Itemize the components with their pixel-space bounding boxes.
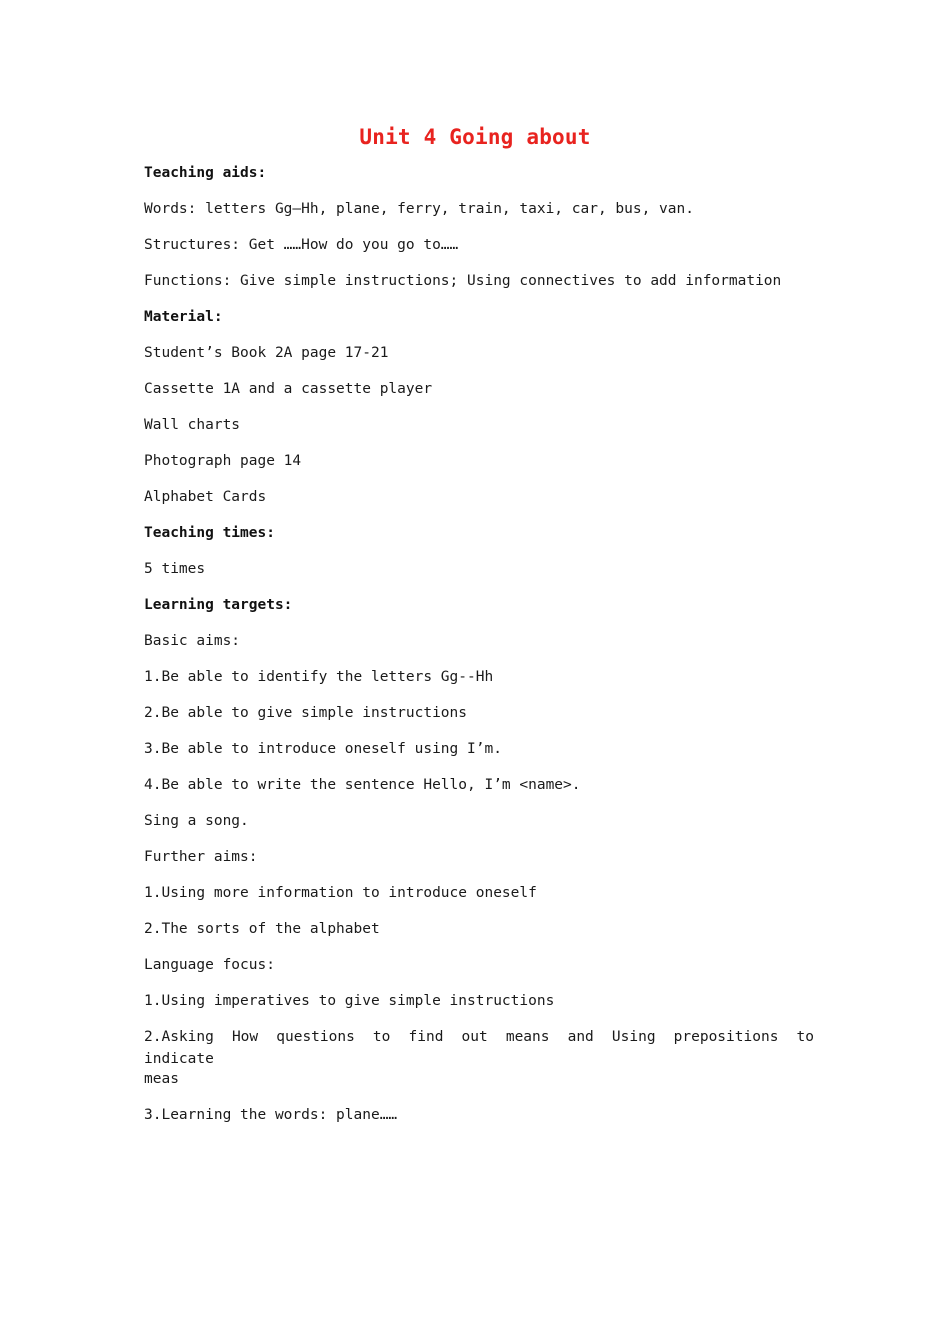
basic-aim-item: 4.Be able to write the sentence Hello, I’m <name>. [144,777,581,793]
material-item: Wall charts [144,417,241,433]
basic-aim-item: 2.Be able to give simple instructions [144,705,468,721]
basic-aim-item: 1.Be able to identify the letters Gg--Hh [144,669,494,685]
material-item: Photograph page 14 [144,453,302,469]
basic-aim-item: Sing a song. [144,813,249,829]
language-focus-label: Language focus: [144,957,275,973]
teaching-aids-structures: Structures: Get ……How do you go to…… [144,237,459,253]
language-focus-item: 1.Using imperatives to give simple instructions [144,993,555,1009]
document-title: Unit 4 Going about [359,125,591,149]
further-aim-item: 1.Using more information to introduce oneself [144,885,537,901]
material-item: Student’s Book 2A page 17-21 [144,345,389,361]
document-body [144,162,814,1140]
teaching-aids-words: Words: letters Gg—Hh, plane, ferry, train, taxi, car, bus, van. [144,201,694,217]
teaching-aids-heading: Teaching aids: [144,165,267,181]
teaching-aids-functions: Functions: Give simple instructions; Using connectives to add information [144,273,782,289]
teaching-times-heading: Teaching times: [144,525,275,541]
basic-aim-item: 3.Be able to introduce oneself using I’m. [144,741,502,757]
language-focus-item: 2.Asking How questions to find out means and Using prepositions to indicate [144,1029,814,1067]
language-focus-item-continuation: meas [144,1071,179,1087]
further-aim-item: 2.The sorts of the alphabet [144,921,380,937]
further-aims-label: Further aims: [144,849,258,865]
material-heading: Material: [144,309,223,325]
basic-aims-label: Basic aims: [144,633,241,649]
material-item: Cassette 1A and a cassette player [144,381,433,397]
material-item: Alphabet Cards [144,489,267,505]
learning-targets-heading: Learning targets: [144,597,293,613]
teaching-times-value: 5 times [144,561,206,577]
language-focus-item: 3.Learning the words: plane…… [144,1107,398,1123]
